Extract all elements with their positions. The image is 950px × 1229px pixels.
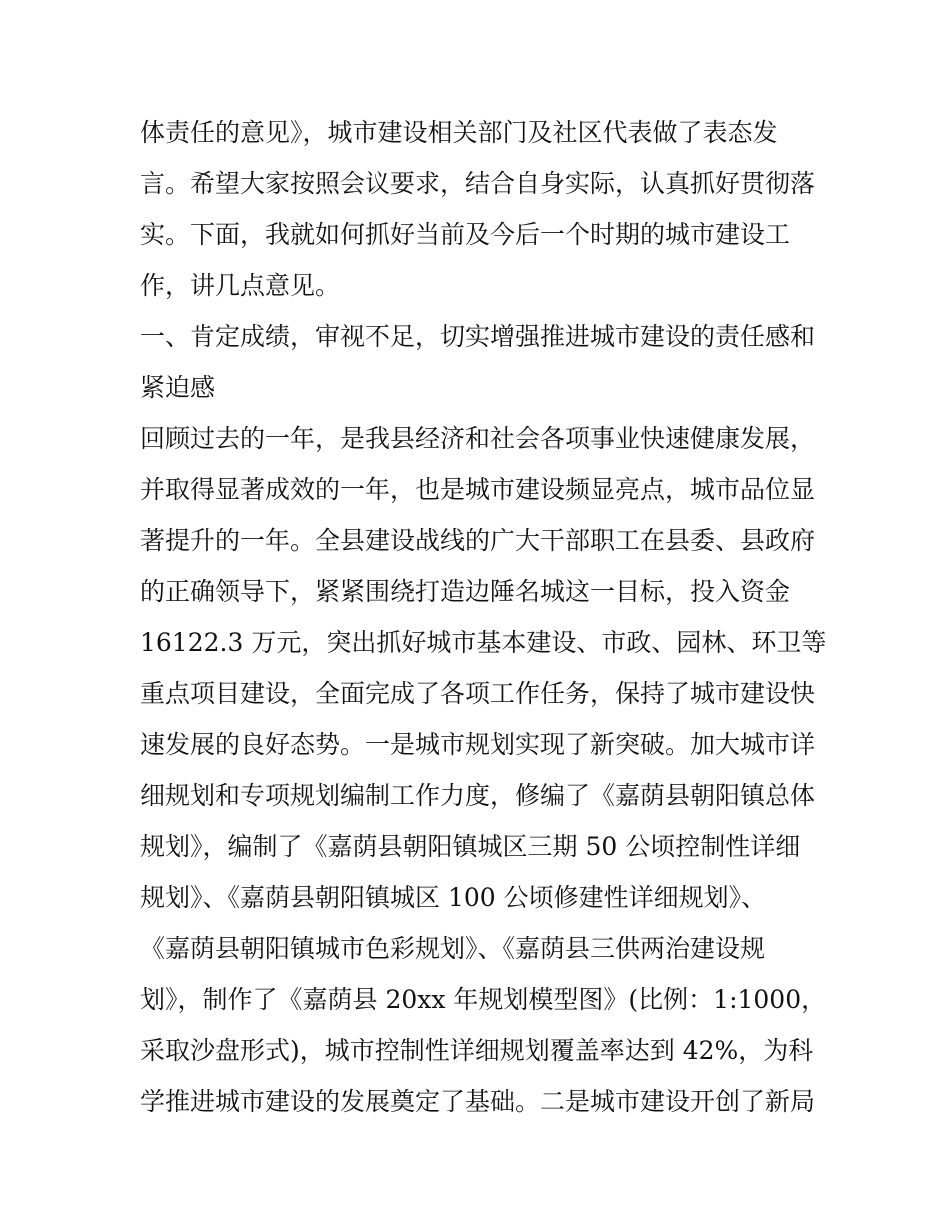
text-line: 并取得显著成效的一年，也是城市建设频显亮点，城市品位显 (140, 475, 816, 504)
text-line: 划》，制作了《嘉荫县 20xx 年规划模型图》(比例：1:1000， (140, 985, 827, 1014)
text-line: 规划》、《嘉荫县朝阳镇城区 100 公顷修建性详细规划》、 (140, 883, 767, 912)
text-line: 16122.3 万元，突出抓好城市基本建设、市政、园林、环卫等 (140, 628, 827, 657)
text-line: 重点项目建设，全面完成了各项工作任务，保持了城市建设快 (140, 679, 816, 708)
text-line: 体责任的意见》，城市建设相关部门及社区代表做了表态发 (140, 118, 778, 147)
text-line: 言。希望大家按照会议要求，结合自身实际，认真抓好贯彻落 (140, 169, 816, 198)
text-line: 规划》，编制了《嘉荫县朝阳镇城区三期 50 公顷控制性详细 (140, 832, 801, 861)
text-line: 学推进城市建设的发展奠定了基础。二是城市建设开创了新局 (140, 1087, 816, 1116)
text-line: 回顾过去的一年，是我县经济和社会各项事业快速健康发展， (140, 424, 816, 453)
text-line: 采取沙盘形式)，城市控制性详细规划覆盖率达到 42%，为科 (140, 1036, 814, 1065)
body-text (140, 107, 830, 1127)
section-heading-line: 紧迫感 (140, 373, 216, 402)
text-line: 著提升的一年。全县建设战线的广大干部职工在县委、县政府 (140, 526, 816, 555)
text-line: 速发展的良好态势。一是城市规划实现了新突破。加大城市详 (140, 730, 816, 759)
text-line: 作，讲几点意见。 (140, 271, 341, 300)
text-line: 细规划和专项规划编制工作力度，修编了《嘉荫县朝阳镇总体 (140, 781, 816, 810)
section-heading-line: 一、肯定成绩，审视不足，切实增强推进城市建设的责任感和 (140, 322, 816, 351)
text-line: 《嘉荫县朝阳镇城市色彩规划》、《嘉荫县三供两治建设规 (140, 934, 766, 963)
text-line: 实。下面，我就如何抓好当前及今后一个时期的城市建设工 (140, 220, 791, 249)
text-line: 的正确领导下，紧紧围绕打造边陲名城这一目标，投入资金 (140, 577, 791, 606)
